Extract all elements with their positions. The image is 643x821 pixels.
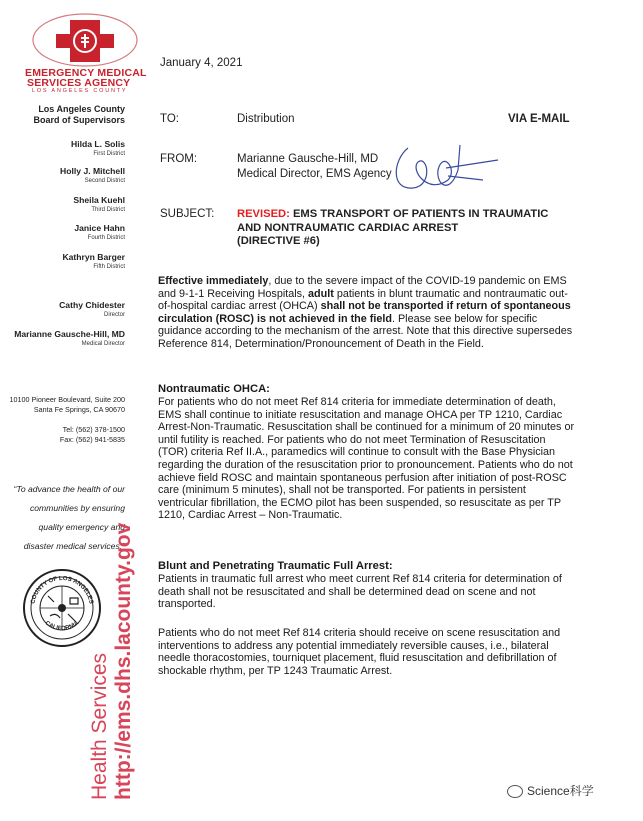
member-title: First District [93, 151, 125, 157]
ems-agency-logo [30, 8, 140, 68]
mission-line4: disaster medical services.” [23, 541, 125, 551]
section-text-nontraumatic: For patients who do not meet Ref 814 criteria for immediate determination of death, EMS shall continue to initiate resuscitation and manage OHCA per TP 1210, Cardiac Arrest-Non-Traumatic. Resuscitation shall be continued for a minimum of 20 minutes or until futility is reached. For patients who do not meet Termination of Resuscitation (TOR) criteria Ref II.A., paramedics will continue to consult with the Base Physician regarding the duration of the resuscitation prior to pronouncement. Patients who do not achieve field ROSC and maintain spontaneous perfusion after initiation of post-ROSC care (minimum 5 minutes), shall not be transported. For patients in persistent ventricular fibrillation, the ECMO pilot has been suspended, so resuscitate as per TP 1210, Cardiac Arrest – Non-Traumatic. [158, 396, 575, 522]
phone-fax: Fax: (562) 941-5835 [59, 435, 125, 444]
member-title: Second District [84, 178, 125, 184]
board-member [73, 195, 125, 214]
watermark-text: Science科学 [527, 784, 594, 798]
section-heading-nontraumatic: Nontraumatic OHCA: [158, 383, 270, 395]
board-member [71, 139, 125, 158]
board-member [74, 223, 125, 242]
intro-bold-adult: adult [308, 287, 334, 300]
to-label: TO: [160, 113, 179, 125]
member-name: Janice Hahn [74, 223, 125, 233]
staff-title: Medical Director [81, 341, 125, 347]
staff-name: Marianne Gausche-Hill, MD [14, 329, 125, 339]
watermark [507, 782, 594, 799]
member-name: Hilda L. Solis [71, 139, 125, 149]
member-name: Kathryn Barger [62, 252, 125, 262]
mission-line2: communities by ensuring [29, 503, 125, 513]
member-name: Sheila Kuehl [73, 195, 125, 205]
member-title: Third District [91, 207, 125, 213]
board-member [62, 252, 125, 271]
intro-paragraph [158, 275, 578, 351]
intro-text3: . Please see below for specific guidance according to the mechanism of the arrest. Note that this directive supersedes Reference 814, Determination/Pronouncement of Death in the Field. [158, 312, 573, 350]
agency-subline: LOS ANGELES COUNTY [32, 88, 128, 94]
from-line2: Medical Director, EMS Agency [237, 168, 392, 180]
website-url[interactable]: http://ems.dhs.lacounty.gov [112, 522, 135, 800]
staff-title: Director [103, 312, 125, 318]
address-line2: Santa Fe Springs, CA 90670 [33, 405, 125, 414]
vertical-branding [88, 523, 136, 800]
intro-bold-effective: Effective immediately [158, 275, 269, 287]
seal-top-text: COUNTY OF LOS ANGELES [30, 575, 94, 605]
wechat-icon [507, 785, 523, 798]
seal-bottom-text: CALIFORNIA [43, 620, 81, 633]
board-heading [33, 104, 125, 126]
subject-text [237, 208, 548, 249]
subject-line1: EMS TRANSPORT OF PATIENTS IN TRAUMATIC [289, 208, 549, 220]
subject-revised: REVISED: [237, 208, 290, 220]
staff-name: Cathy Chidester [59, 300, 125, 310]
member-name: Holly J. Mitchell [60, 166, 125, 176]
subject-label: SUBJECT: [160, 208, 215, 220]
intro-text1: , due to the severe impact of the COVID-19 pandemic on EMS and 9-1-1 Receiving Hospitals, [158, 275, 567, 300]
from-label: FROM: [160, 153, 198, 165]
member-title: Fifth District [93, 264, 125, 270]
staff-member [14, 329, 125, 348]
memo-date: January 4, 2021 [160, 57, 243, 69]
signature [388, 140, 503, 205]
board-heading-line2: Board of Supervisors [33, 115, 125, 125]
member-title: Fourth District [87, 235, 125, 241]
intro-bold-directive: shall not be transported if return of spontaneous circulation (ROSC) is not achieved in the field [158, 300, 571, 325]
subject-line3: (DIRECTIVE #6) [237, 235, 320, 247]
to-value: Distribution [237, 113, 295, 125]
staff-member [59, 300, 125, 319]
section-text-traumatic: Patients in traumatic full arrest who meet current Ref 814 criteria for determination of death shall not be resuscitated and shall be determined dead on scene and not transported. [158, 573, 562, 611]
board-heading-line1: Los Angeles County [38, 104, 125, 114]
section-text-interventions: Patients who do not meet Ref 814 criteria should receive on scene resuscitation and interventions to address any potential immediately reversible causes, i.e., bilateral needle thoracostomies, tourniquet placement, fluid resuscitation and defibrillation of shockable rhythm, per TP 1243 Traumatic Arrest. [158, 627, 561, 677]
phone-tel: Tel: (562) 378-1500 [62, 425, 125, 434]
section-heading-traumatic: Blunt and Penetrating Traumatic Full Arrest: [158, 560, 393, 572]
mission-line3: quality emergency and [38, 522, 125, 532]
board-member [60, 166, 125, 185]
agency-name-line1: EMERGENCY MEDICAL [25, 67, 147, 79]
delivery-method: VIA E-MAIL [508, 113, 570, 125]
agency-name-line2: SERVICES AGENCY [27, 77, 131, 89]
intro-text2: patients in blunt traumatic and nontraumatic out-of-hospital cardiac arrest (OHCA) [158, 287, 568, 313]
address-line1: 10100 Pioneer Boulevard, Suite 200 [9, 395, 125, 404]
health-services-text: Health Services [88, 652, 111, 800]
subject-line2: AND NONTRAUMATIC CARDIAC ARREST [237, 221, 459, 234]
mission-line1: “To advance the health of our [13, 484, 125, 494]
from-line1: Marianne Gausche-Hill, MD [237, 153, 379, 165]
